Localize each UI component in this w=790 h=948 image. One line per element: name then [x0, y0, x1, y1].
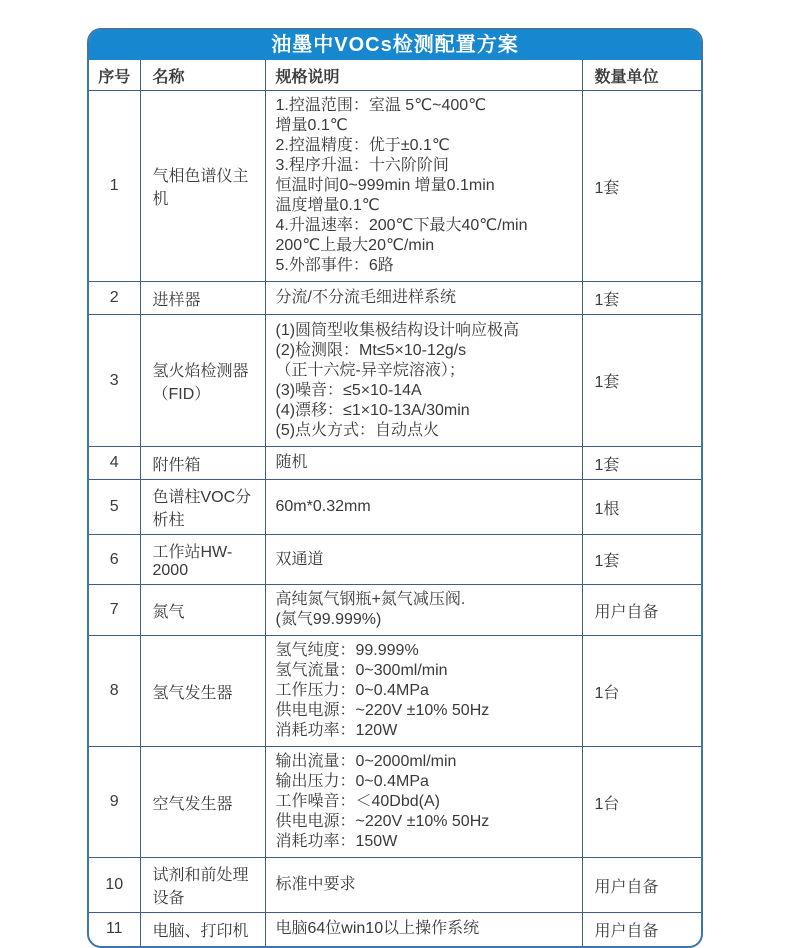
- row-spec: [265, 315, 582, 447]
- header-row: [89, 60, 701, 91]
- table-row: [89, 480, 701, 535]
- row-name: 进样器: [140, 282, 265, 315]
- spec-line: 输出压力：0~0.4MPa: [275, 773, 429, 790]
- row-no: 5: [89, 480, 140, 535]
- table-row: [89, 913, 701, 946]
- row-name: 气相色谱仪主机: [140, 91, 265, 282]
- row-name: 氢火焰检测器（FID）: [140, 315, 265, 447]
- row-qty: 1台: [582, 636, 701, 747]
- spec-line: 1.控温范围：室温 5℃~400℃: [275, 97, 487, 114]
- table-row: [89, 282, 701, 315]
- row-qty: 1套: [582, 535, 701, 585]
- row-name: 工作站HW-2000: [140, 535, 265, 585]
- table-row: [89, 91, 701, 282]
- row-spec: [265, 636, 582, 747]
- spec-line: (2)检测限：Mt≤5×10-12g/s: [275, 341, 467, 359]
- table-row: [89, 747, 701, 858]
- spec-line: (1)圆筒型收集极结构设计响应极高: [275, 321, 520, 339]
- spec-line: 氢气流量：0~300ml/min: [275, 662, 448, 679]
- row-qty: 1套: [582, 447, 701, 480]
- row-spec: [265, 747, 582, 858]
- spec-line: (氮气99.999%): [275, 611, 382, 628]
- column-header-no: 序号: [89, 60, 140, 91]
- spec-line: （正十六烷-异辛烷溶液）；: [275, 361, 465, 379]
- row-qty: 1台: [582, 747, 701, 858]
- row-qty: 1根: [582, 480, 701, 535]
- spec-line: 2.控温精度：优于±0.1℃: [275, 137, 450, 154]
- row-qty: 1套: [582, 315, 701, 447]
- row-qty: 用户自备: [582, 913, 701, 946]
- row-qty: 用户自备: [582, 585, 701, 636]
- table-row: [89, 315, 701, 447]
- spec-line: 工作压力：0~0.4MPa: [275, 682, 429, 699]
- spec-line: 温度增量0.1℃: [275, 197, 380, 214]
- spec-line: 标准中要求: [275, 876, 356, 893]
- spec-line: 高纯氮气钢瓶+氮气减压阀.: [275, 591, 466, 608]
- row-no: 6: [89, 535, 140, 585]
- table-row: [89, 535, 701, 585]
- row-name: 色谱柱VOC分析柱: [140, 480, 265, 535]
- table-row: [89, 636, 701, 747]
- spec-line: 氢气纯度：99.999%: [275, 642, 419, 659]
- spec-line: 工作噪音：＜40Dbd(A): [275, 793, 440, 810]
- spec-line: 5.外部事件：6路: [275, 257, 394, 274]
- row-spec: [265, 480, 582, 535]
- row-no: 7: [89, 585, 140, 636]
- row-name: 氢气发生器: [140, 636, 265, 747]
- table-title: 油墨中VOCs检测配置方案: [89, 30, 701, 60]
- row-no: 8: [89, 636, 140, 747]
- spec-line: 供电电源：~220V ±10% 50Hz: [275, 813, 490, 830]
- table-row: [89, 585, 701, 636]
- spec-line: (3)噪音：≤5×10-14A: [275, 381, 422, 399]
- spec-table: [87, 28, 703, 948]
- column-header-name: 名称: [140, 60, 265, 91]
- spec-line: 3.程序升温：十六阶阶间: [275, 157, 449, 174]
- spec-table-grid: [89, 60, 701, 946]
- spec-line: (4)漂移：≤1×10-13A/30min: [275, 401, 470, 419]
- row-qty: 用户自备: [582, 858, 701, 913]
- row-spec: [265, 447, 582, 480]
- column-header-spec: 规格说明: [265, 60, 582, 91]
- table-row: [89, 858, 701, 913]
- spec-line: 增量0.1℃: [275, 117, 348, 134]
- row-no: 11: [89, 913, 140, 946]
- row-spec: [265, 535, 582, 585]
- row-no: 10: [89, 858, 140, 913]
- row-name: 空气发生器: [140, 747, 265, 858]
- row-name: 试剂和前处理设备: [140, 858, 265, 913]
- spec-line: (5)点火方式：自动点火: [275, 421, 440, 439]
- table-row: [89, 447, 701, 480]
- row-spec: [265, 91, 582, 282]
- spec-line: 双通道: [275, 550, 324, 568]
- row-no: 1: [89, 91, 140, 282]
- row-no: 3: [89, 315, 140, 447]
- row-name: 电脑、打印机: [140, 913, 265, 946]
- row-no: 9: [89, 747, 140, 858]
- row-qty: 1套: [582, 91, 701, 282]
- spec-line: 消耗功率：120W: [275, 722, 398, 739]
- spec-line: 分流/不分流毛细进样系统: [275, 289, 456, 306]
- spec-line: 供电电源：~220V ±10% 50Hz: [275, 702, 490, 719]
- spec-line: 输出流量：0~2000ml/min: [275, 753, 457, 770]
- spec-line: 电脑64位win10以上操作系统: [275, 920, 480, 938]
- row-name: 附件箱: [140, 447, 265, 480]
- row-spec: [265, 282, 582, 315]
- row-no: 4: [89, 447, 140, 480]
- row-qty: 1套: [582, 282, 701, 315]
- row-name: 氮气: [140, 585, 265, 636]
- row-no: 2: [89, 282, 140, 315]
- spec-line: 恒温时间0~999min 增量0.1min: [275, 177, 495, 194]
- spec-line: 消耗功率：150W: [275, 833, 398, 850]
- row-spec: [265, 858, 582, 913]
- spec-line: 随机: [275, 454, 308, 471]
- row-spec: [265, 585, 582, 636]
- row-spec: [265, 913, 582, 946]
- column-header-qty: 数量单位: [582, 60, 701, 91]
- spec-line: 200℃上最大20℃/min: [275, 237, 435, 254]
- spec-line: 4.升温速率：200℃下最大40℃/min: [275, 217, 528, 234]
- spec-line: 60m*0.32mm: [275, 498, 371, 515]
